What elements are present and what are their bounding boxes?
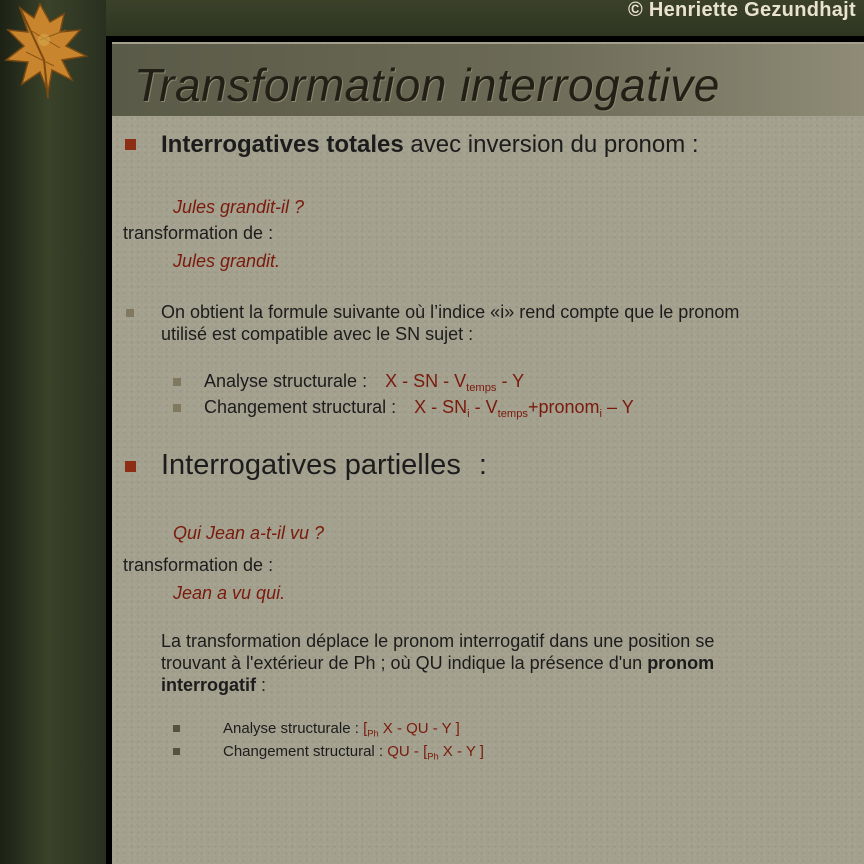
heading-partielles-colon: :: [478, 449, 487, 481]
example-totales: Jules grandit-il ?: [173, 197, 305, 217]
bullet-square-icon: [173, 378, 181, 386]
changement-label: Changement structural :: [204, 397, 397, 417]
bullet-square-icon: [173, 725, 180, 732]
formula-subscript: temps: [466, 381, 497, 394]
transfo-label-totales: transformation de :: [123, 223, 274, 243]
desc-bold-pronom: pronom: [647, 653, 715, 673]
bullet-square-icon: [173, 748, 180, 755]
formula-part: – Y: [602, 397, 634, 417]
desc-line3: [161, 675, 266, 696]
formula-part: - Y: [496, 371, 525, 391]
left-decor-strip: [0, 0, 106, 864]
changement-partielles: [223, 743, 484, 761]
copyright-notice: © Henriette Gezundhajt: [627, 0, 856, 21]
formula-subscript: temps: [497, 407, 528, 420]
desc-line2: [161, 653, 714, 674]
formula-part: X - SN: [414, 397, 468, 417]
formula-subscript: i: [467, 407, 470, 420]
source-partielles: Jean a vu qui.: [173, 583, 286, 603]
formula-part: - V: [469, 397, 498, 417]
desc-end: :: [256, 675, 267, 695]
changement-formula-partielles: [387, 743, 484, 760]
formula-part: X - QU - Y ]: [378, 720, 460, 737]
desc-line1: La transformation déplace le pronom interrogatif dans une position se: [161, 631, 715, 651]
formula-intro-line1: On obtient la formule suivante où l’indice «i» rend compte que le pronom: [161, 302, 740, 322]
formula-part: X - Y ]: [438, 743, 484, 760]
example-partielles: Qui Jean a-t-il vu ?: [173, 523, 325, 543]
formula-subscript: i: [599, 407, 603, 420]
analyse-formula: [385, 371, 525, 394]
formula-part: X - SN - V: [385, 371, 467, 391]
analyse-formula-partielles: [363, 720, 460, 737]
source-totales: Jules grandit.: [173, 251, 281, 271]
transfo-label-partielles: transformation de :: [123, 555, 274, 575]
autumn-leaf-icon: [0, 0, 106, 110]
changement-formula: [414, 397, 634, 420]
slide-title: Transformation interrogative: [134, 59, 720, 111]
analyse-totales: [204, 371, 524, 394]
formula-part: QU - [: [387, 743, 428, 760]
formula-part: [: [363, 720, 368, 737]
analyse-label: Analyse structurale :: [204, 371, 368, 391]
formula-part: +pronom: [528, 397, 600, 417]
analyse-partielles: [223, 720, 460, 738]
heading-totales: [161, 131, 699, 159]
bullet-square-icon: [125, 139, 136, 150]
formula-subscript: Ph: [427, 751, 439, 762]
analyse-label-partielles: Analyse structurale :: [223, 720, 359, 737]
desc-bold-interrogatif: interrogatif: [161, 675, 257, 695]
bullet-square-icon: [173, 404, 181, 412]
desc-line2-text: trouvant à l'extérieur de Ph ; où QU indique la présence d'un: [161, 653, 643, 673]
heading-partielles-text: Interrogatives partielles: [161, 449, 461, 481]
heading-totales-rest: avec inversion du pronom :: [403, 131, 699, 158]
formula-subscript: Ph: [367, 728, 379, 739]
heading-partielles: [161, 449, 487, 482]
bullet-square-icon: [126, 309, 134, 317]
heading-totales-bold: Interrogatives totales: [161, 131, 404, 158]
formula-intro-line2: utilisé est compatible avec le SN sujet :: [161, 324, 474, 344]
bullet-square-icon: [125, 461, 136, 472]
changement-totales: [204, 397, 634, 420]
changement-label-partielles: Changement structural :: [223, 743, 384, 760]
